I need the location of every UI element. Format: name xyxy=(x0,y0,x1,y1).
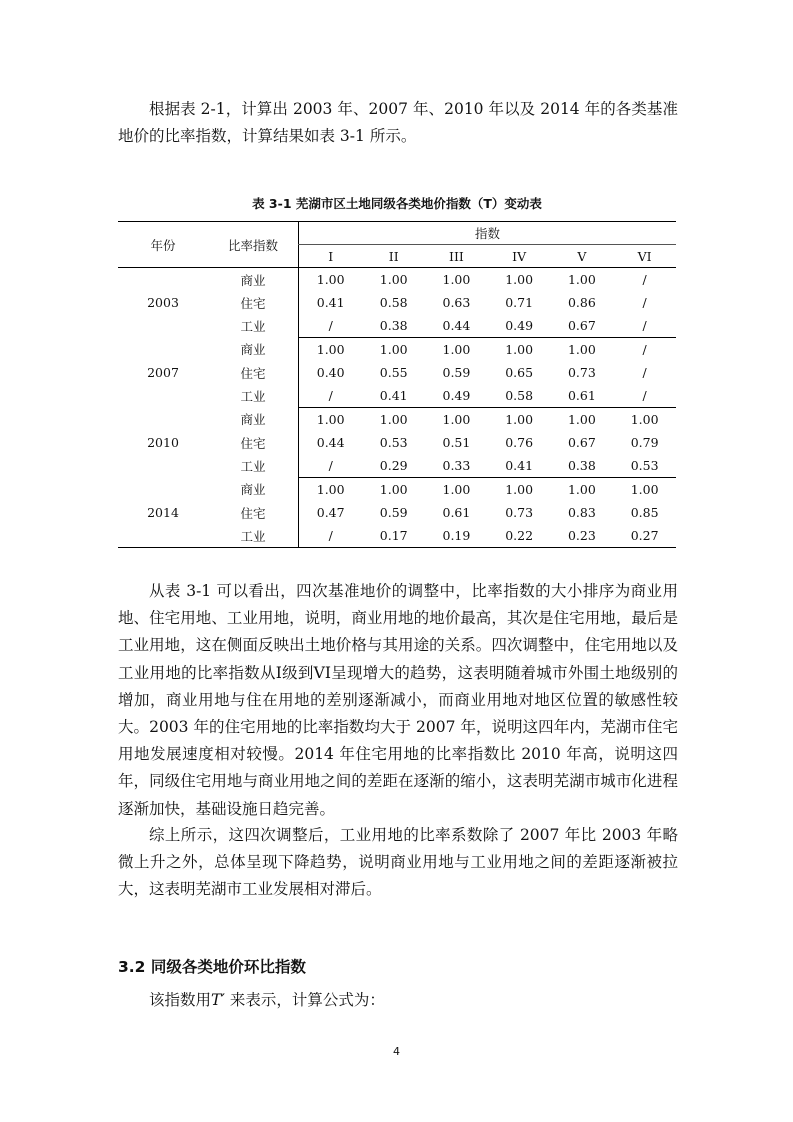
header-ratio: 比率指数 xyxy=(208,222,299,268)
value-cell: 0.38 xyxy=(379,318,408,333)
header-index: 指数 xyxy=(299,222,677,245)
table-body xyxy=(118,268,676,548)
value-cell: 1.00 xyxy=(488,478,551,502)
value-cell: 1.00 xyxy=(299,338,363,362)
value-cell: / xyxy=(613,338,676,362)
grade-header: I xyxy=(299,245,363,268)
formula-intro-suffix: 来表示，计算公式为： xyxy=(229,991,385,1009)
value-cell: 1.00 xyxy=(488,338,551,362)
table-row xyxy=(118,338,676,362)
value-cell: 1.00 xyxy=(505,272,534,287)
value-cell: 0.61 xyxy=(567,388,596,403)
value-cell: 0.73 xyxy=(567,365,596,380)
value-cell: 0.79 xyxy=(630,435,659,450)
value-cell: 1.00 xyxy=(362,338,425,362)
value-cell: 0.55 xyxy=(379,365,408,380)
grade-header: III xyxy=(425,245,488,268)
land-type-cell: 工业 xyxy=(240,388,266,404)
value-cell: 0.73 xyxy=(505,505,534,520)
value-cell: 0.58 xyxy=(379,295,408,310)
table-row xyxy=(118,478,676,502)
value-cell: / xyxy=(642,295,647,310)
value-cell: / xyxy=(299,384,363,408)
value-cell: 0.53 xyxy=(379,435,408,450)
value-cell: / xyxy=(642,365,647,380)
header-year: 年份 xyxy=(118,222,208,268)
value-cell: 1.00 xyxy=(551,478,614,502)
value-cell: 0.76 xyxy=(505,435,534,450)
value-cell: 0.53 xyxy=(630,458,659,473)
land-type-cell: 商业 xyxy=(240,412,266,428)
land-type-cell: 住宅 xyxy=(240,505,266,521)
value-cell: 0.49 xyxy=(442,388,471,403)
value-cell: 1.00 xyxy=(362,408,425,432)
value-cell: / xyxy=(642,272,647,287)
value-cell: 0.71 xyxy=(505,295,534,310)
value-cell: 0.17 xyxy=(362,524,425,548)
value-cell: 0.41 xyxy=(379,388,408,403)
formula-intro-prefix: 该指数用 xyxy=(149,991,212,1009)
value-cell: 0.41 xyxy=(505,458,534,473)
value-cell: 0.23 xyxy=(551,524,614,548)
value-cell: 0.40 xyxy=(299,361,363,384)
year-cell: 2014 xyxy=(118,478,208,548)
value-cell: 0.49 xyxy=(505,318,534,333)
value-cell: 1.00 xyxy=(379,272,408,287)
value-cell: 0.67 xyxy=(567,435,596,450)
value-cell: / xyxy=(299,314,363,338)
value-cell: 0.41 xyxy=(299,291,363,314)
value-cell: 0.85 xyxy=(630,505,659,520)
value-cell: 0.83 xyxy=(567,505,596,520)
land-type-cell: 住宅 xyxy=(240,295,266,311)
value-cell: 1.00 xyxy=(488,408,551,432)
analysis-paragraph: 从表 3-1 可以看出，四次基准地价的调整中，比率指数的大小排序为商业用地、住宅用地、工业用地，说明，商业用地的地价最高，其次是住宅用地，最后是工业用地，这在侧面反映出土地价格与其用途的关系。四次调整中，住宅用地以及工业用地的比率指数从I级到VI呈现增大的趋势，这表明随着城市外围土地级别的增加，商业用地与住在用地的差别逐渐减小，而商业用地对地区位置的敏感性较大。2003 年的住宅用地的比率指数均大于 2007 年，说明这四年内，芜湖市住宅用地发展速度相对较慢。2014 年住宅用地的比率指数比 2010 年高，说明这四年，同级住宅用地与商业用地之间的差距在逐渐的缩小，这表明芜湖市城市化进程逐渐加快，基础设施日趋完善。 xyxy=(118,582,678,818)
value-cell: 1.00 xyxy=(567,272,596,287)
value-cell: / xyxy=(299,524,363,548)
value-cell: 0.29 xyxy=(379,458,408,473)
table-row xyxy=(118,268,676,292)
value-cell: 0.86 xyxy=(567,295,596,310)
intro-paragraph: 根据表 2-1，计算出 2003 年、2007 年、2010 年以及 2014 年的各类基准地价的比率指数，计算结果如表 3-1 所示。 xyxy=(118,100,678,146)
value-cell: 0.38 xyxy=(567,458,596,473)
value-cell: 1.00 xyxy=(551,338,614,362)
value-cell: 1.00 xyxy=(362,478,425,502)
value-cell: 0.59 xyxy=(442,365,471,380)
value-cell: 1.00 xyxy=(425,338,488,362)
value-cell: 0.65 xyxy=(505,365,534,380)
land-type-cell: 工业 xyxy=(240,318,266,334)
grade-header: V xyxy=(551,245,614,268)
grade-header: IV xyxy=(488,245,551,268)
land-type-cell: 住宅 xyxy=(240,365,266,381)
value-cell: 1.00 xyxy=(613,478,676,502)
value-cell: 0.67 xyxy=(567,318,596,333)
value-cell: 0.58 xyxy=(505,388,534,403)
value-cell: 0.19 xyxy=(425,524,488,548)
land-type-cell: 商业 xyxy=(240,342,266,358)
summary-paragraph: 综上所示，这四次调整后，工业用地的比率系数除了 2007 年比 2003 年略微上升之外，总体呈现下降趋势，说明商业用地与工业用地之间的差距逐渐被拉大，这表明芜湖市工业发展相对滞后。 xyxy=(118,826,678,899)
value-cell: 0.51 xyxy=(442,435,471,450)
value-cell: 1.00 xyxy=(613,408,676,432)
value-cell: 0.63 xyxy=(442,295,471,310)
value-cell: 1.00 xyxy=(299,478,363,502)
ratio-index-table xyxy=(118,221,676,548)
land-type-cell: 工业 xyxy=(240,458,266,474)
table-caption: 表 3-1 芜湖市区土地同级各类地价指数（T）变动表 xyxy=(252,196,542,211)
year-cell: 2007 xyxy=(147,365,179,380)
year-cell: 2010 xyxy=(147,435,179,450)
value-cell: / xyxy=(642,318,647,333)
grade-header: VI xyxy=(613,245,676,268)
section-heading: 3.2 同级各类地价环比指数 xyxy=(118,958,306,976)
land-type-cell: 商业 xyxy=(240,272,266,288)
value-cell: 0.47 xyxy=(299,501,363,524)
table-row xyxy=(118,408,676,432)
page-number: 4 xyxy=(393,1045,400,1058)
value-cell: 0.22 xyxy=(488,524,551,548)
year-cell: 2003 xyxy=(147,295,179,311)
value-cell: 1.00 xyxy=(551,408,614,432)
value-cell: 0.27 xyxy=(613,524,676,548)
value-cell: 1.00 xyxy=(425,408,488,432)
land-type-cell: 住宅 xyxy=(240,435,266,451)
value-cell: 0.59 xyxy=(379,505,408,520)
value-cell: 0.44 xyxy=(442,318,471,333)
land-type-cell: 商业 xyxy=(240,482,266,498)
value-cell: 0.44 xyxy=(299,431,363,454)
value-cell: 1.00 xyxy=(299,268,363,292)
value-cell: 0.61 xyxy=(442,505,471,520)
formula-intro xyxy=(118,987,678,1014)
value-cell: 1.00 xyxy=(299,408,363,432)
formula-symbol: T′ xyxy=(211,991,225,1009)
value-cell: / xyxy=(642,388,647,403)
grade-header: II xyxy=(362,245,425,268)
land-type-cell: 工业 xyxy=(208,524,299,548)
value-cell: 1.00 xyxy=(425,478,488,502)
value-cell: / xyxy=(299,454,363,478)
value-cell: 0.33 xyxy=(442,458,471,473)
value-cell: 1.00 xyxy=(442,272,471,287)
